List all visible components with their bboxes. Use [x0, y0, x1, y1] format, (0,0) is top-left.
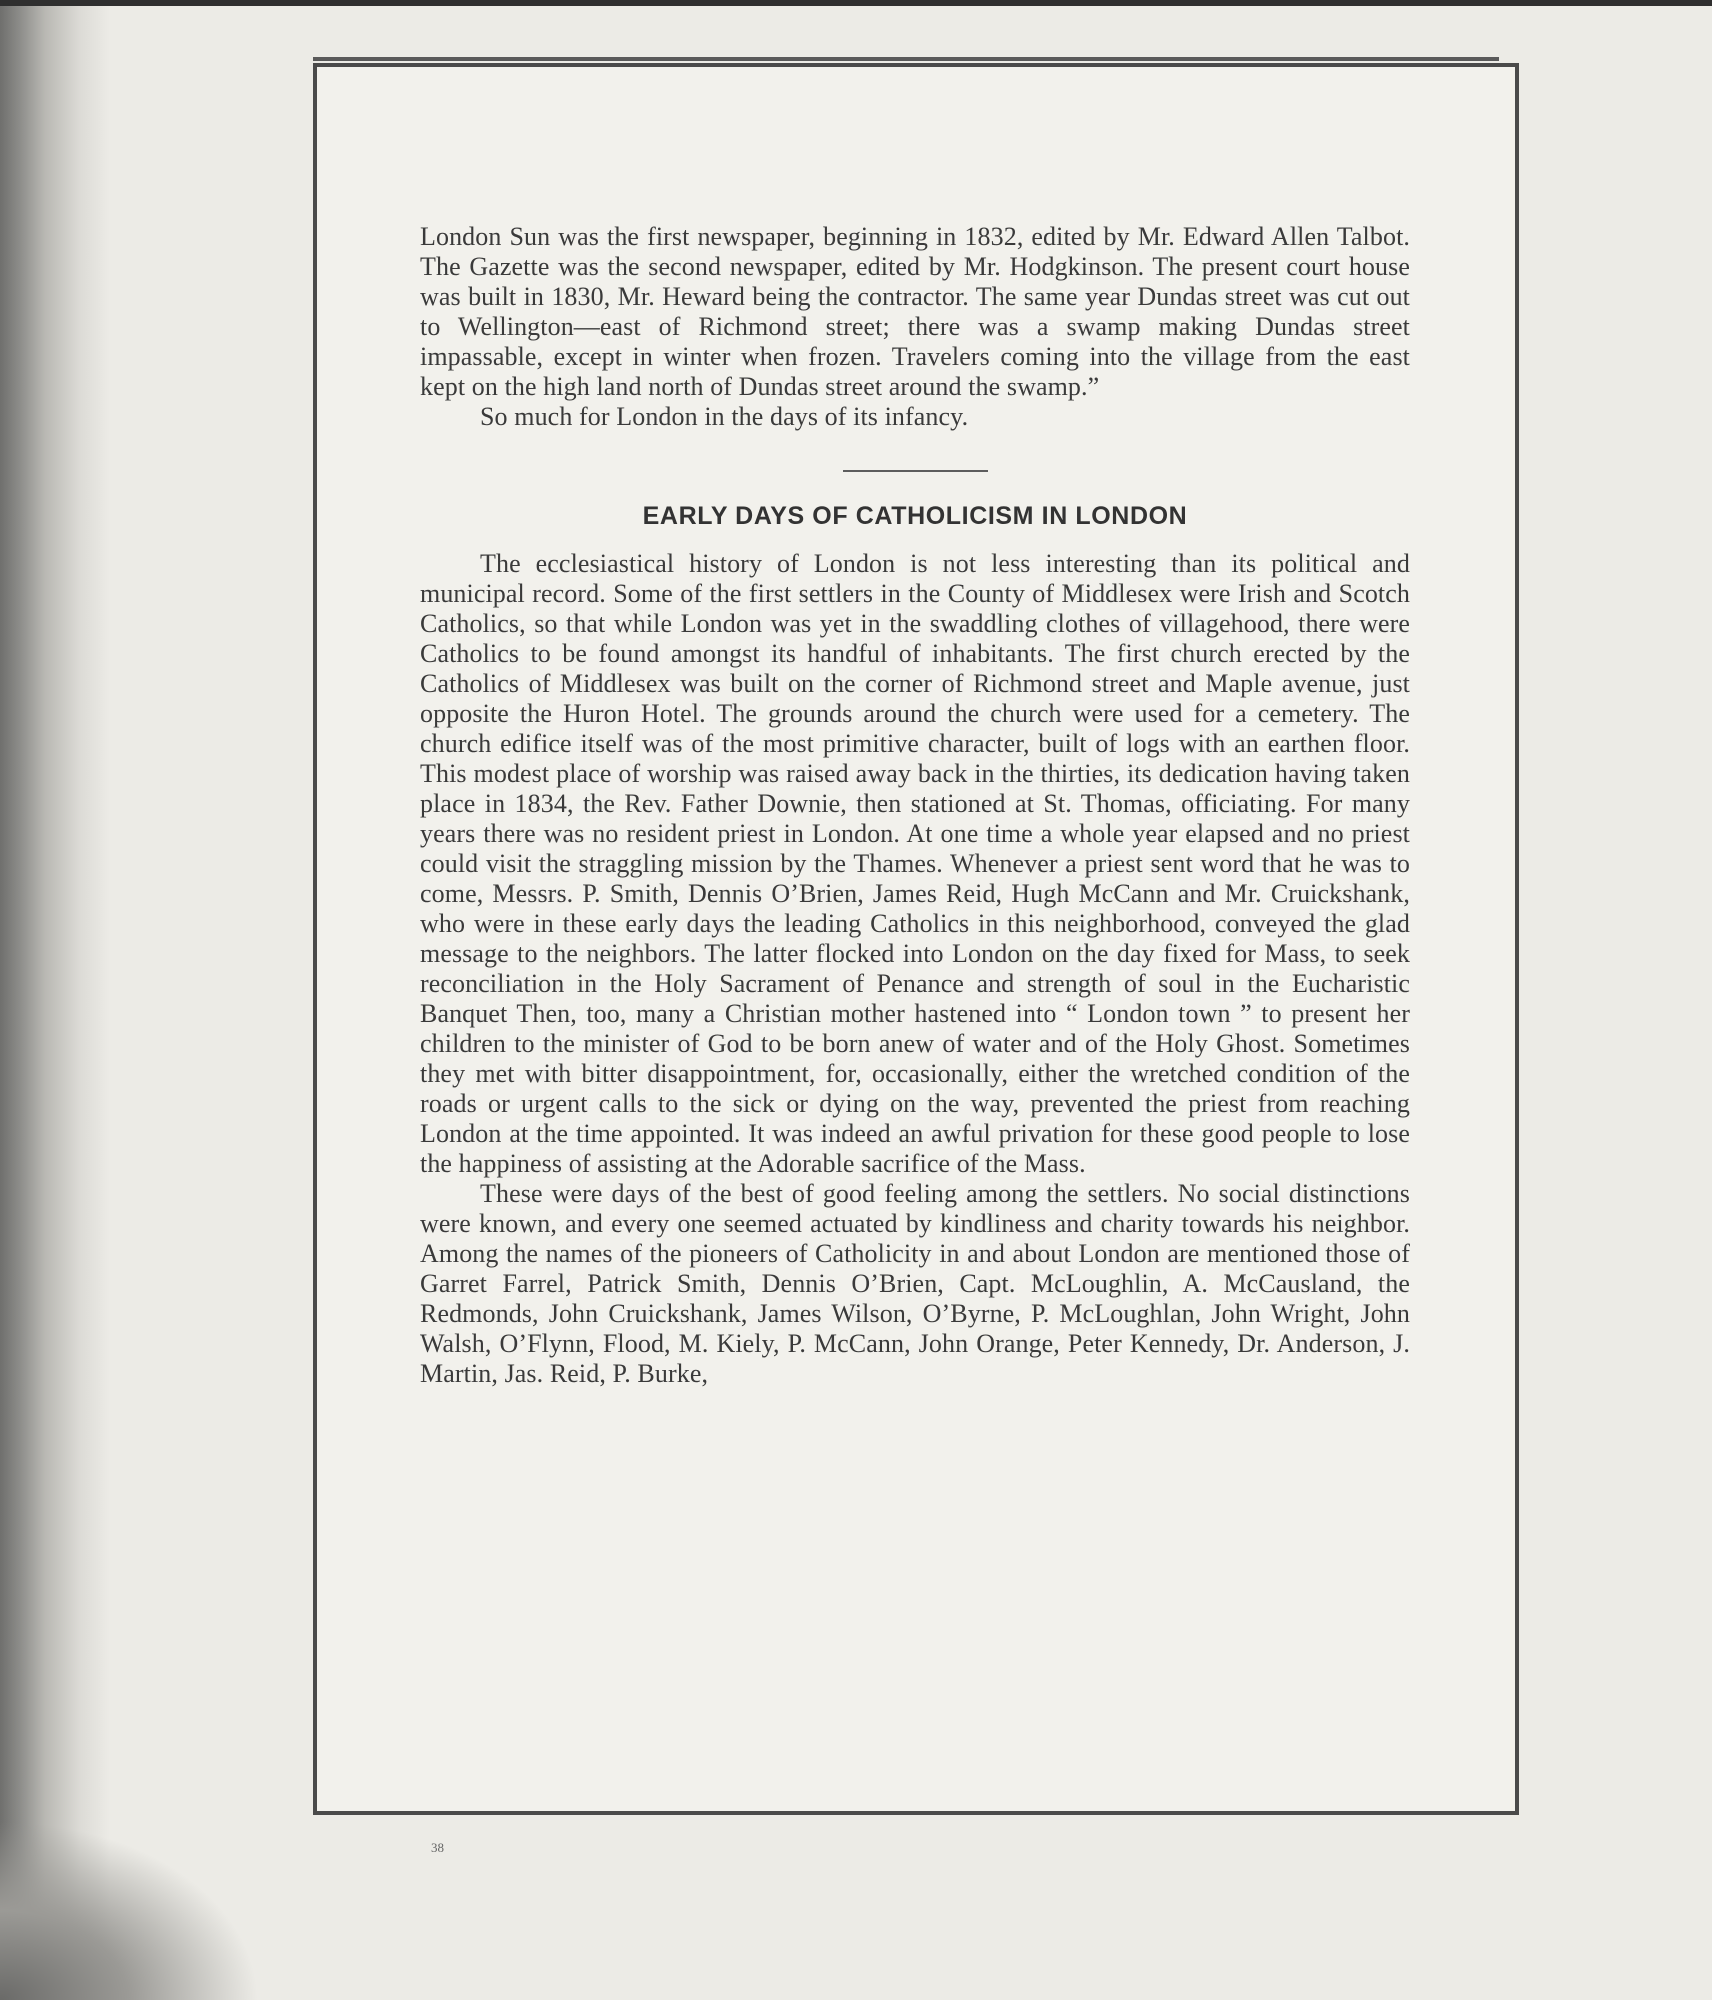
page-curl-shadow: [0, 1820, 260, 2000]
frame-top-shadow-line: [313, 57, 1499, 61]
top-page-edge: [0, 0, 1712, 6]
section-body: [420, 549, 1410, 1389]
intro-paragraph: London Sun was the first newspaper, beginning in 1832, edited by Mr. Edward Allen Talbot. The Gazette was the second newspaper, edited by Mr. Hodgkinson. The present court house was built in 1830, Mr. Heward being the contractor. The same year Dundas street was cut out to Wellington—east of Richmond street; there was a swamp making Dundas street impassable, except in winter when frozen. Travelers coming into the village from the east kept on the high land north of Dundas street around the swamp.”: [420, 222, 1410, 401]
page-content: [420, 222, 1410, 1389]
section-heading: EARLY DAYS OF CATHOLICISM IN LONDON: [642, 502, 1188, 530]
book-binding-edge: [0, 0, 110, 2000]
section-divider: [843, 470, 988, 472]
section-paragraph: These were days of the best of good feeling among the settlers. No social distinctions were known, and every one seemed actuated by kindliness and charity towards his neighbor. Among the names of the pioneers of Catholicity in and about London are mentioned those of Garret Farrel, Patrick Smith, Dennis O’Brien, Capt. McLoughlin, A. McCausland, the Redmonds, John Cruickshank, James Wilson, O’Byrne, P. McLoughlan, John Wright, John Walsh, O’Flynn, Flood, M. Kiely, P. McCann, John Orange, Peter Kennedy, Dr. Anderson, J. Martin, Jas. Reid, P. Burke,: [420, 1179, 1410, 1388]
page-number: 38: [431, 1840, 444, 1855]
intro-closing-paragraph: So much for London in the days of its infancy.: [480, 402, 969, 431]
section-paragraph: The ecclesiastical history of London is not less interesting than its political and municipal record. Some of the first settlers in the County of Middlesex were Irish and Scotch Catholics, so that while London was yet in the swaddling clothes of villagehood, there were Catholics to be found amongst its handful of inhabitants. The first church erected by the Catholics of Middlesex was built on the corner of Richmond street and Maple avenue, just opposite the Huron Hotel. The grounds around the church were used for a cemetery. The church edifice itself was of the most primitive character, built of logs with an earthen floor. This modest place of worship was raised away back in the thirties, its dedication having taken place in 1834, the Rev. Father Downie, then stationed at St. Thomas, officiating. For many years there was no resident priest in London. At one time a whole year elapsed and no priest could visit the straggling mission by the Thames. Whenever a priest sent word that he was to come, Messrs. P. Smith, Dennis O’Brien, James Reid, Hugh McCann and Mr. Cruickshank, who were in these early days the leading Catholics in this neighborhood, conveyed the glad message to the neighbors. The latter flocked into London on the day fixed for Mass, to seek reconciliation in the Holy Sacrament of Penance and strength of soul in the Eucharistic Banquet Then, too, many a Christian mother hastened into “ London town ” to present her children to the minister of God to be born anew of water and of the Holy Ghost. Sometimes they met with bitter disappointment, for, occasionally, either the wretched condition of the roads or urgent calls to the sick or dying on the way, prevented the priest from reaching London at the time appointed. It was indeed an awful privation for these good people to lose the happiness of assisting at the Adorable sacrifice of the Mass.: [420, 549, 1410, 1178]
